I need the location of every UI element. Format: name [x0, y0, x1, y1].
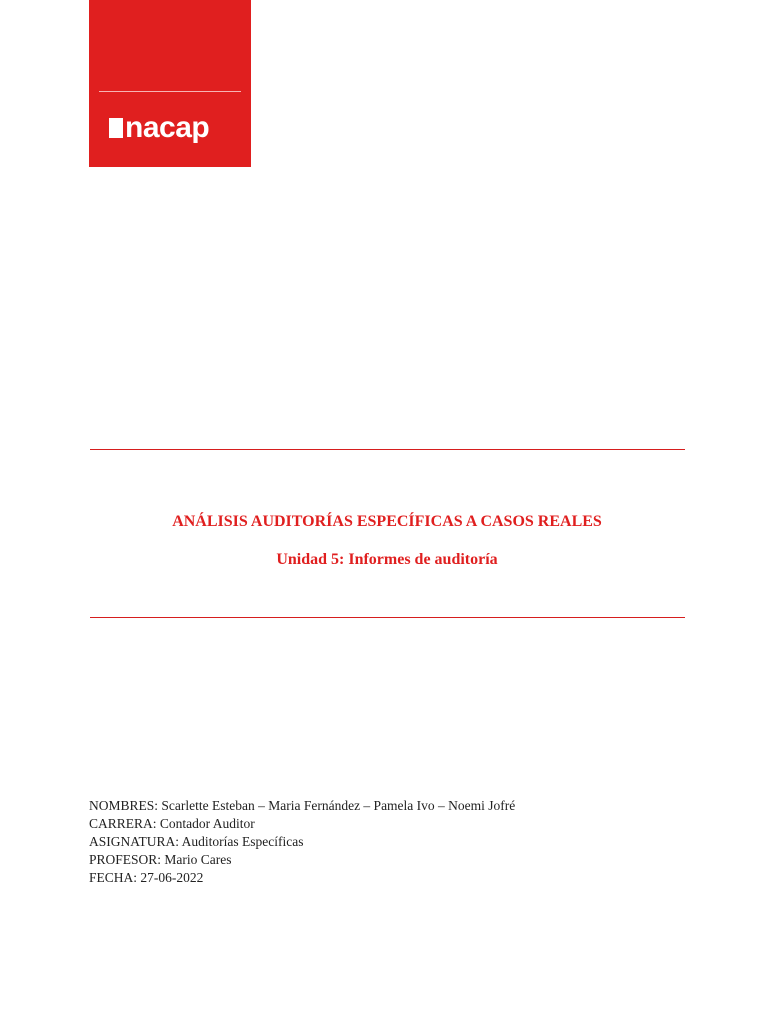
info-fecha: FECHA: 27-06-2022 — [89, 870, 204, 885]
logo-divider — [99, 91, 241, 92]
info-profesor: PROFESOR: Mario Cares — [89, 852, 232, 867]
title-top-rule — [90, 449, 685, 450]
document-title: ANÁLISIS AUDITORÍAS ESPECÍFICAS A CASOS REALES — [172, 513, 602, 530]
logo-wordmark — [109, 111, 209, 145]
info-carrera: CARRERA: Contador Auditor — [89, 816, 255, 831]
document-subtitle: Unidad 5: Informes de auditoría — [276, 551, 498, 568]
inacap-logo — [89, 0, 251, 167]
title-bottom-rule — [90, 617, 685, 618]
logo-square-icon — [109, 118, 123, 138]
info-asignatura: ASIGNATURA: Auditorías Específicas — [89, 834, 304, 849]
info-nombres: NOMBRES: Scarlette Esteban – Maria Fernández – Pamela Ivo – Noemi Jofré — [89, 798, 516, 813]
logo-text: nacap — [125, 111, 210, 144]
author-info-block — [89, 797, 515, 887]
